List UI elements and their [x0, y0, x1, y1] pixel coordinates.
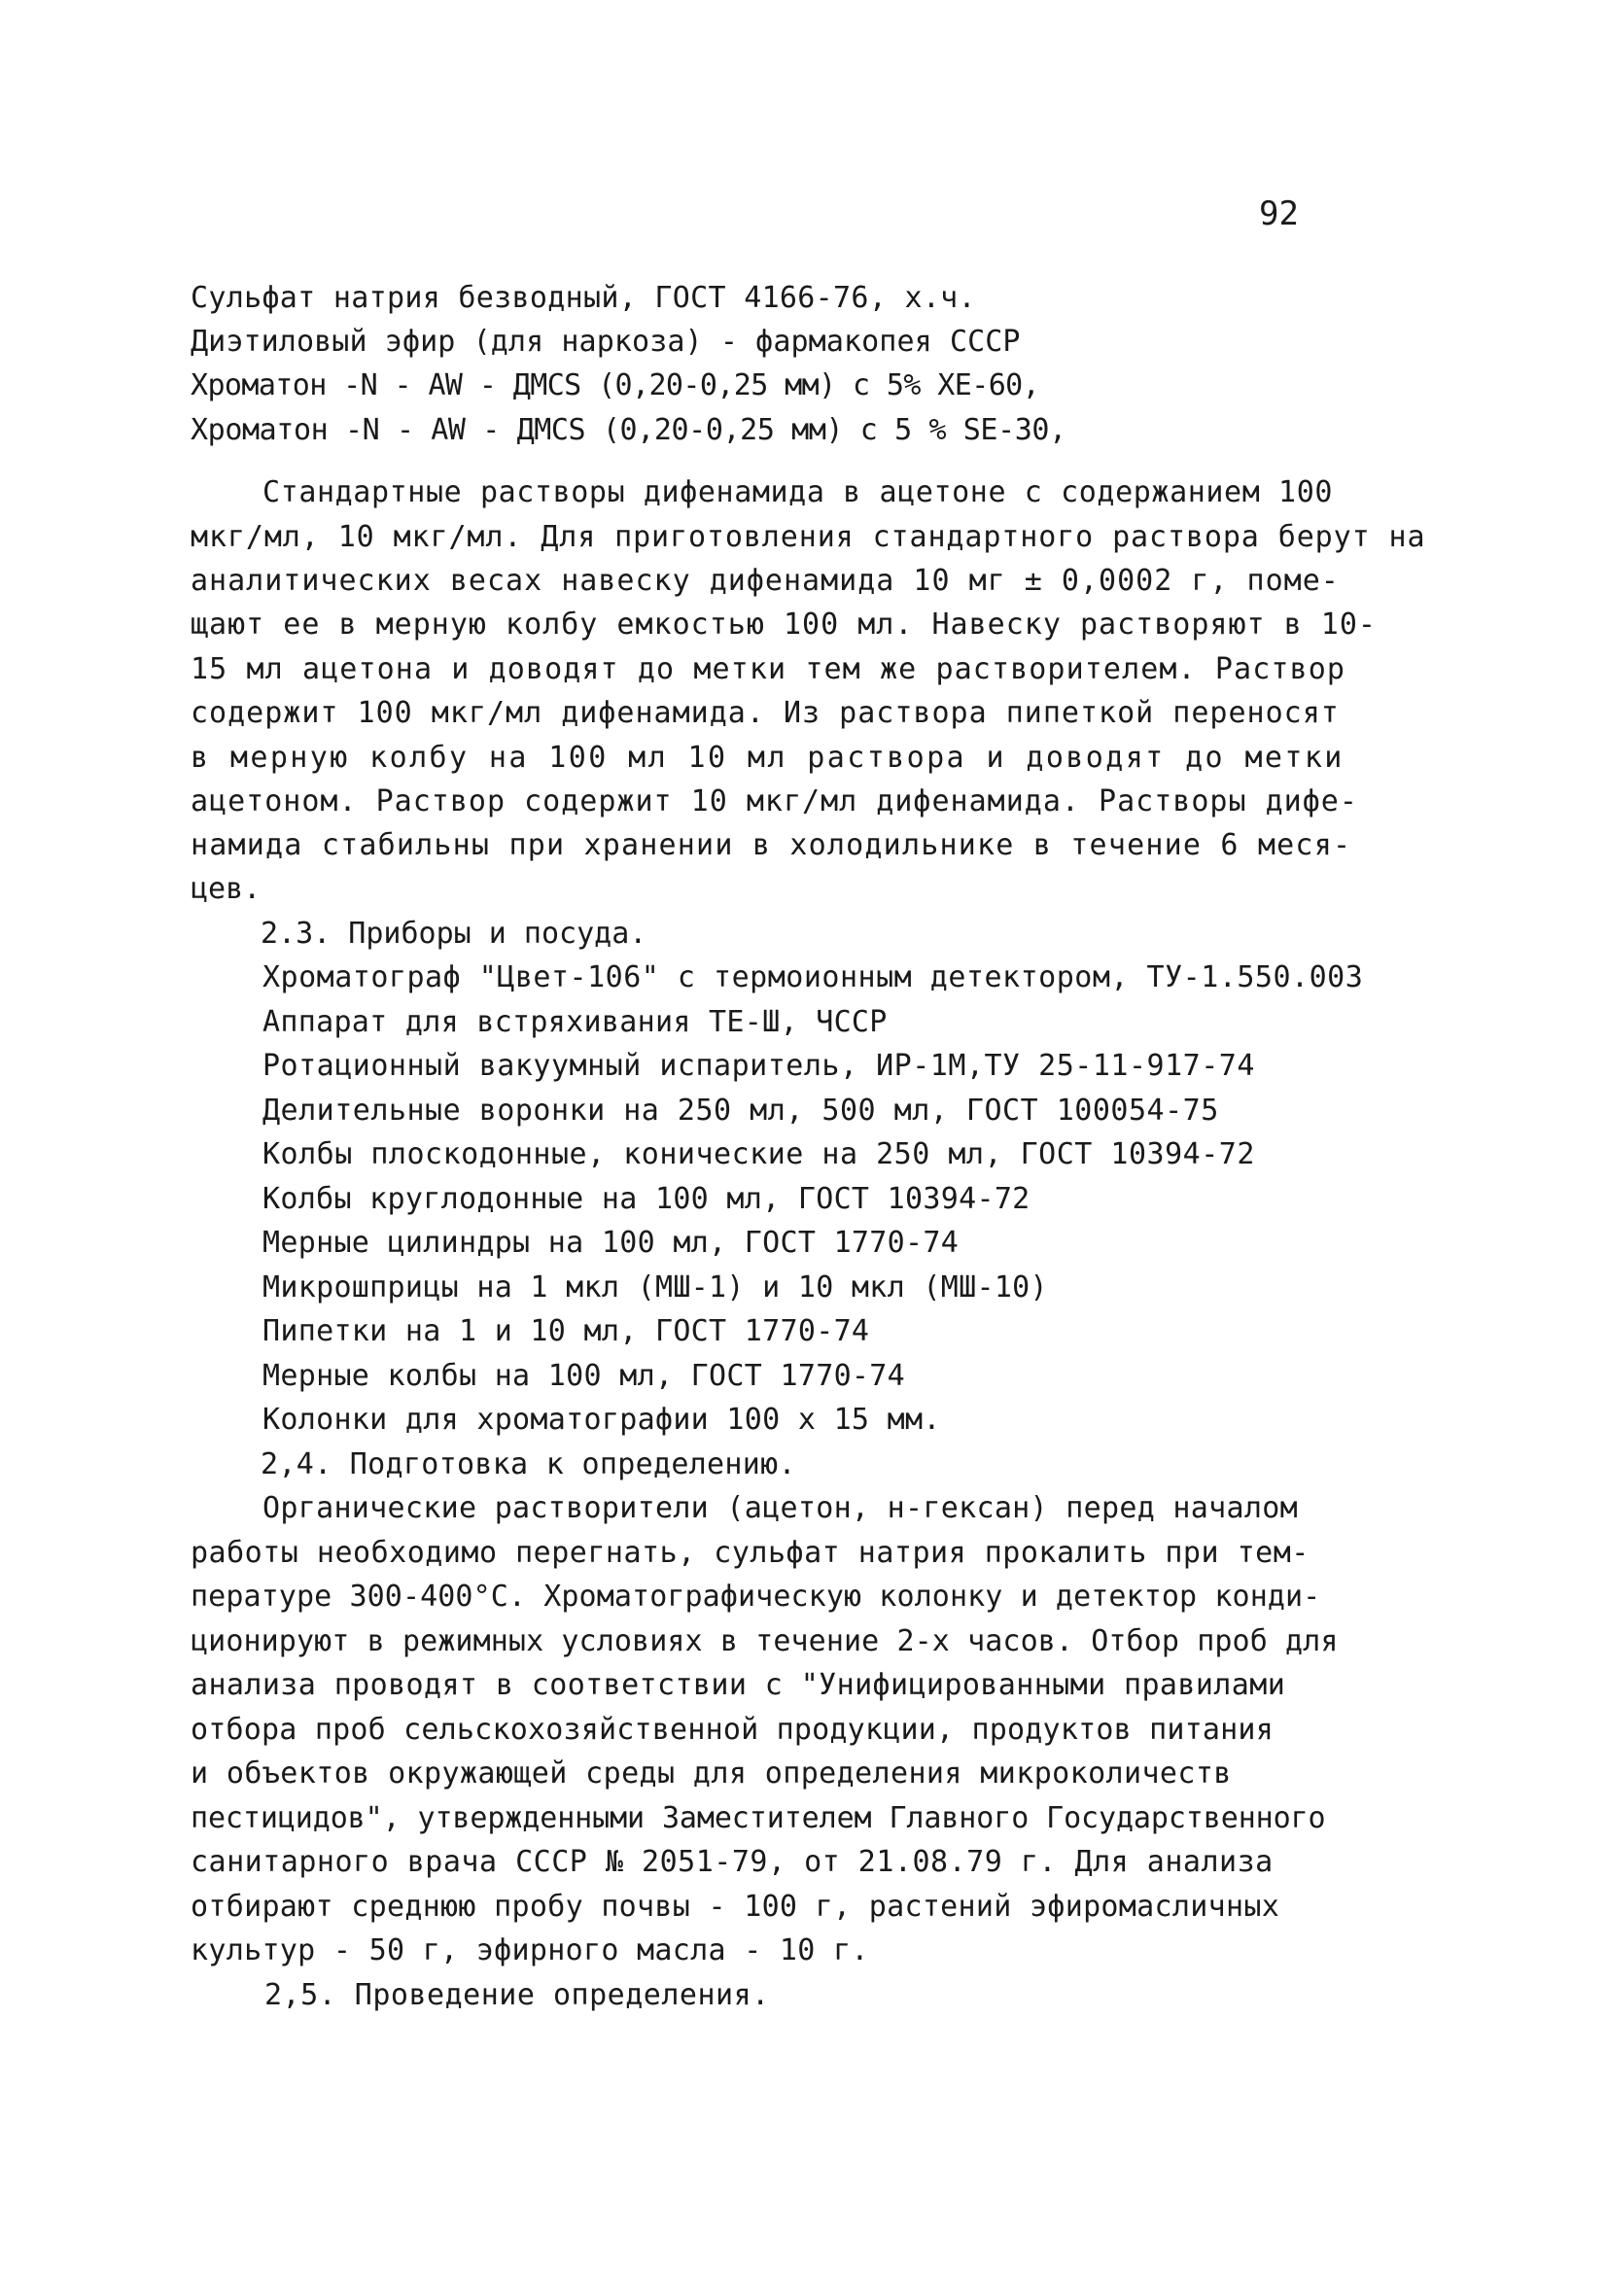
- preparation-line: ционируют в режимных условиях в течение 2-х часов. Отбор проб для: [191, 1624, 1339, 1658]
- reagent-line: Диэтиловый эфир (для наркоза) - фармакопея СССР: [191, 325, 1021, 359]
- equipment-item: Пипетки на 1 и 10 мл, ГОСТ 1770-74: [262, 1314, 870, 1348]
- standards-line: 15 мл ацетона и доводят до метки тем же растворителем. Раствор: [191, 652, 1346, 686]
- section-2-4-heading: 2,4. Подготовка к определению.: [261, 1447, 796, 1481]
- equipment-item: Микрошприцы на 1 мкл (МШ-1) и 10 мкл (МШ-10): [262, 1270, 1048, 1305]
- preparation-line: санитарного врача СССР № 2051-79, от 21.08.79 г. Для анализа: [191, 1845, 1274, 1879]
- preparation-line: анализа проводят в соответствии с "Унифицированными правилами: [191, 1668, 1286, 1702]
- standards-line: Стандартные растворы дифенамида в ацетоне с содержанием 100: [262, 475, 1334, 509]
- page-number: 92: [1259, 194, 1299, 233]
- equipment-item: Хроматограф "Цвет-106" с термоионным детектором, ТУ-1.550.003: [262, 960, 1364, 994]
- preparation-line: отбирают среднюю пробу почвы - 100 г, растений эфиромасличных: [191, 1890, 1280, 1924]
- preparation-line: культур - 50 г, эфирного масла - 10 г.: [191, 1933, 869, 1967]
- standards-line: ацетоном. Раствор содержит 10 мкг/мл дифенамида. Растворы дифе-: [191, 784, 1358, 818]
- reagent-line: Хроматон -N - AW - ДМСS (0,20-0,25 мм) с 5% ХЕ-60,: [191, 368, 1040, 402]
- section-2-5-heading: 2,5. Проведение определения.: [264, 1978, 770, 2012]
- equipment-item: Колбы круглодонные на 100 мл, ГОСТ 10394-72: [262, 1182, 1031, 1216]
- equipment-item: Мерные цилиндры на 100 мл, ГОСТ 1770-74: [262, 1226, 960, 1260]
- standards-line: намида стабильны при хранении в холодильнике в течение 6 меся-: [191, 828, 1352, 862]
- reagent-line: Сульфат натрия безводный, ГОСТ 4166-76, х.ч.: [191, 281, 976, 315]
- equipment-item: Колбы плоскодонные, конические на 250 мл, ГОСТ 10394-72: [262, 1137, 1255, 1171]
- preparation-line: Органические растворители (ацетон, н-гексан) перед началом: [262, 1491, 1298, 1525]
- preparation-line: работы необходимо перегнать, сульфат натрия прокалить при тем-: [191, 1536, 1310, 1570]
- equipment-item: Делительные воронки на 250 мл, 500 мл, ГОСТ 100054-75: [262, 1094, 1219, 1128]
- standards-line: щают ее в мерную колбу емкостью 100 мл. Навеску растворяют в 10-: [191, 608, 1377, 642]
- standards-line: содержит 100 мкг/мл дифенамида. Из раствора пипеткой переносят: [191, 696, 1340, 730]
- preparation-line: пературе 300-400°С. Хроматографическую колонку и детектор конди-: [191, 1580, 1321, 1614]
- preparation-line: отбора проб сельскохозяйственной продукции, продуктов питания: [191, 1713, 1274, 1747]
- preparation-line: пестицидов", утвержденными Заместителем Главного Государственного: [191, 1801, 1326, 1835]
- standards-line: мкг/мл, 10 мкг/мл. Для приготовления стандартного раствора берут на: [191, 520, 1426, 554]
- equipment-item: Мерные колбы на 100 мл, ГОСТ 1770-74: [262, 1359, 906, 1393]
- equipment-item: Аппарат для встряхивания ТЕ-Ш, ЧССР: [262, 1005, 888, 1039]
- standards-line: аналитических весах навеску дифенамида 10 мг ± 0,0002 г, поме-: [191, 564, 1340, 598]
- section-2-3-heading: 2.3. Приборы и посуда.: [261, 917, 647, 951]
- standards-line: в мерную колбу на 100 мл 10 мл раствора и доводят до метки: [191, 741, 1345, 775]
- equipment-item: Ротационный вакуумный испаритель, ИР-1М,ТУ 25-11-917-74: [262, 1049, 1255, 1083]
- equipment-item: Колонки для хроматографии 100 х 15 мм.: [262, 1403, 941, 1437]
- preparation-line: и объектов окружающей среды для определения микроколичеств: [191, 1757, 1232, 1791]
- standards-line: цев.: [191, 872, 262, 906]
- reagent-line: Хроматон -N - AW - ДМСS (0,20-0,25 мм) с 5 % SE-30,: [191, 413, 1066, 447]
